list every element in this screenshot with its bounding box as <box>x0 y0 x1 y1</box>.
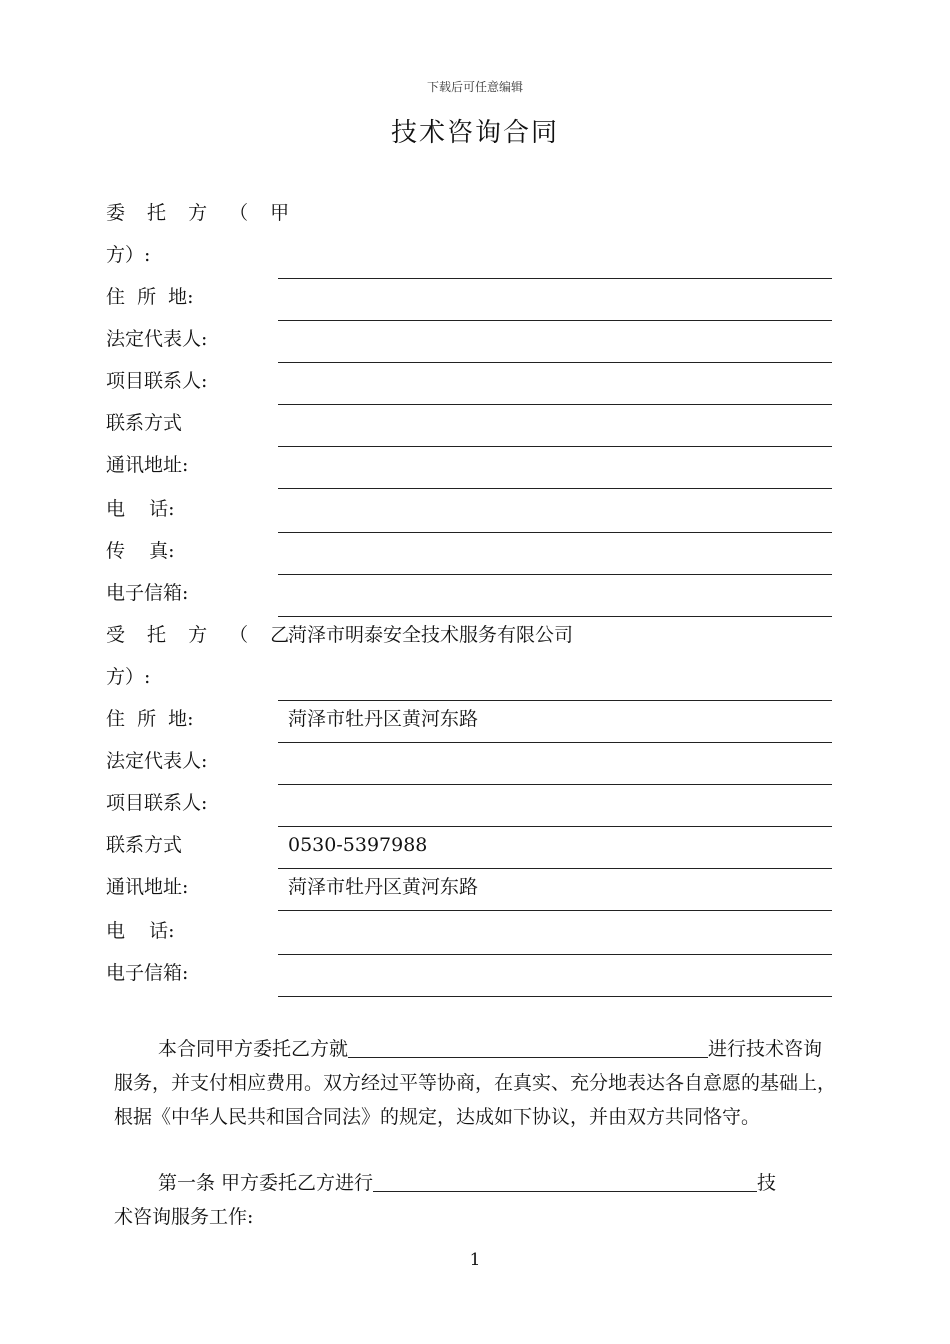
article1-end: 技 <box>757 1172 777 1194</box>
party-a-field-label: 电子信箱: <box>106 582 189 604</box>
party-b-title-row <box>106 662 832 692</box>
party-a-field-line[interactable] <box>278 320 832 321</box>
article1-blank[interactable] <box>373 1169 757 1192</box>
party-b-field-line[interactable] <box>278 996 832 997</box>
party-b-field-value: 0530-5397988 <box>288 834 428 856</box>
party-a-field-row <box>106 324 832 354</box>
party-b-field-value: 菏泽市牡丹区黄河东路 <box>288 708 479 730</box>
party-a-field-row <box>106 536 832 566</box>
party-a-field-row <box>106 366 832 396</box>
party-a-title-line2: 方）: <box>106 244 151 266</box>
party-a-field-line[interactable] <box>278 446 832 447</box>
p1-start: 本合同甲方委托乙方就 <box>158 1038 349 1060</box>
party-b-field-value: 菏泽市牡丹区黄河东路 <box>288 876 479 898</box>
party-a-field-row <box>106 450 832 480</box>
p1-rest: 咨询服务，并支付相应费用。双方经过平等协商，在真实、充分地表达各自意愿的基础上，根据《中华人民共和国合同法》的规定，达成如下协议，并由双方共同恪守。 <box>114 1038 837 1128</box>
party-a-field-label: 项目联系人: <box>106 370 208 392</box>
party-b-field-row <box>106 746 832 776</box>
header-note: 下载后可任意编辑 <box>426 80 523 94</box>
party-a-field-line[interactable] <box>278 574 832 575</box>
party-b-field-label: 项目联系人: <box>106 792 208 814</box>
party-b-field-line[interactable] <box>278 868 832 869</box>
party-b-field-label: 电子信箱: <box>106 962 189 984</box>
party-b-field-row <box>106 830 832 860</box>
party-a-field-label: 通讯地址: <box>106 454 189 476</box>
party-b-field-label: 法定代表人: <box>106 750 208 772</box>
party-b-title-line2: 方）: <box>106 666 151 688</box>
article-1 <box>114 1166 838 1234</box>
party-b-name: 菏泽市明泰安全技术服务有限公司 <box>288 624 574 646</box>
article1-start: 第一条 甲方委托乙方进行 <box>158 1172 374 1194</box>
party-b-field-line[interactable] <box>278 910 832 911</box>
party-a-field-label: 住 所 地: <box>106 286 194 308</box>
party-a-field-line[interactable] <box>278 488 832 489</box>
party-b-field-row <box>106 872 832 902</box>
party-b-field-line[interactable] <box>278 826 832 827</box>
article1-rest: 术咨询服务工作: <box>114 1206 254 1228</box>
consult-project-blank[interactable] <box>348 1035 708 1058</box>
party-b-field-line[interactable] <box>278 954 832 955</box>
party-b-field-row <box>106 916 832 946</box>
party-a-field-label: 传 真: <box>106 540 175 562</box>
party-b-field-label: 电 话: <box>106 920 175 942</box>
party-b-field-label: 通讯地址: <box>106 876 189 898</box>
party-b-title-line1: 受 托 方 （ 乙 <box>106 624 298 646</box>
party-b-field-label: 联系方式 <box>106 834 183 856</box>
party-a-field-line[interactable] <box>278 404 832 405</box>
document-title: 技术咨询合同 <box>390 118 559 148</box>
party-b-field-row <box>106 788 832 818</box>
party-b-field-label: 住 所 地: <box>106 708 194 730</box>
party-a-field-line[interactable] <box>278 616 832 617</box>
party-a-title-line1: 委 托 方 （ 甲 <box>106 202 298 224</box>
party-b-field-row <box>106 704 832 734</box>
party-a-field-row <box>106 578 832 608</box>
party-a-field-line[interactable] <box>278 362 832 363</box>
party-b-field-row <box>106 958 832 988</box>
party-a-field-label: 联系方式 <box>106 412 183 434</box>
party-b-field-line[interactable] <box>278 742 832 743</box>
party-a-title-row <box>106 240 832 270</box>
party-b-field-line[interactable] <box>278 784 832 785</box>
page-number: 1 <box>469 1250 481 1270</box>
party-a-field-row <box>106 282 832 312</box>
party-a-field-row <box>106 408 832 438</box>
party-b-name-line[interactable] <box>278 700 832 701</box>
party-a-field-row <box>106 494 832 524</box>
party-a-name-line[interactable] <box>278 278 832 279</box>
p1-end: 进行技术 <box>708 1038 785 1060</box>
party-a-field-line[interactable] <box>278 532 832 533</box>
contract-paragraph-1 <box>114 1032 838 1134</box>
party-a-field-label: 电 话: <box>106 498 175 520</box>
party-a-field-label: 法定代表人: <box>106 328 208 350</box>
